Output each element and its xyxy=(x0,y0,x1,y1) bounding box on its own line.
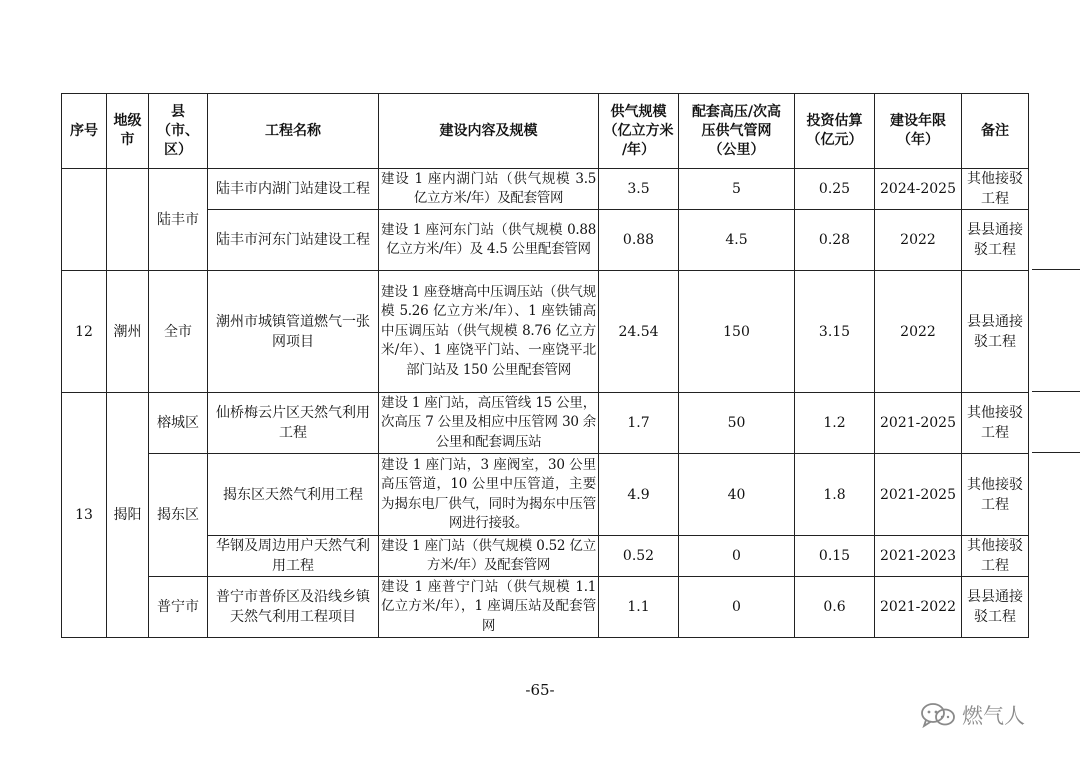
years-cell: 2021-2025 xyxy=(875,393,962,454)
city-cell xyxy=(107,169,149,271)
header-row xyxy=(62,94,1029,169)
header-seq: 序号 xyxy=(62,94,107,169)
seq-cell xyxy=(62,169,107,271)
project-name-cell: 华钢及周边用户天然气利用工程 xyxy=(208,536,379,577)
invest-cell: 0.15 xyxy=(795,536,875,577)
supply-cell: 3.5 xyxy=(599,169,679,210)
table-edge-extension xyxy=(1032,452,1080,453)
supply-cell: 0.88 xyxy=(599,210,679,271)
note-cell: 县县通接驳工程 xyxy=(962,210,1029,271)
watermark-text: 燃气人 xyxy=(962,704,1025,728)
invest-cell: 1.8 xyxy=(795,454,875,536)
note-cell: 其他接驳工程 xyxy=(962,169,1029,210)
header-content: 建设内容及规模 xyxy=(379,94,599,169)
table-row xyxy=(62,454,1029,536)
header-invest: 投资估算 （亿元） xyxy=(795,94,875,169)
table-row xyxy=(62,577,1029,638)
header-pipe: 配套高压/次高 压供气管网 （公里） xyxy=(679,94,795,169)
supply-cell: 1.7 xyxy=(599,393,679,454)
pipe-cell: 40 xyxy=(679,454,795,536)
header-supply: 供气规模 （亿立方米 /年） xyxy=(599,94,679,169)
county-cell: 榕城区 xyxy=(149,393,208,454)
pipe-cell: 0 xyxy=(679,577,795,638)
years-cell: 2021-2025 xyxy=(875,454,962,536)
header-years: 建设年限 （年） xyxy=(875,94,962,169)
content-cell: 建设 1 座门站（供气规模 0.52 亿立方米/年）及配套管网 xyxy=(379,536,599,577)
pipe-cell: 4.5 xyxy=(679,210,795,271)
project-name-cell: 仙桥梅云片区天然气利用工程 xyxy=(208,393,379,454)
header-county: 县（市、 区） xyxy=(149,94,208,169)
header-note: 备注 xyxy=(962,94,1029,169)
invest-cell: 3.15 xyxy=(795,271,875,393)
supply-cell: 24.54 xyxy=(599,271,679,393)
years-cell: 2022 xyxy=(875,210,962,271)
city-cell: 潮州 xyxy=(107,271,149,393)
supply-cell: 1.1 xyxy=(599,577,679,638)
years-cell: 2021-2023 xyxy=(875,536,962,577)
years-cell: 2024-2025 xyxy=(875,169,962,210)
table-row xyxy=(62,271,1029,393)
project-name-cell: 潮州市城镇管道燃气一张网项目 xyxy=(208,271,379,393)
note-cell: 其他接驳工程 xyxy=(962,454,1029,536)
watermark xyxy=(920,700,1060,730)
table-row xyxy=(62,393,1029,454)
city-cell: 揭阳 xyxy=(107,393,149,638)
project-name-cell: 普宁市普侨区及沿线乡镇天然气利用工程项目 xyxy=(208,577,379,638)
pipe-cell: 150 xyxy=(679,271,795,393)
header-project-name: 工程名称 xyxy=(208,94,379,169)
invest-cell: 0.25 xyxy=(795,169,875,210)
note-cell: 其他接驳工程 xyxy=(962,536,1029,577)
content-cell: 建设 1 座门站，3 座阀室，30 公里高压管道，10 公里中压管道，主要为揭东电厂供气，同时为揭东中压管网进行接驳。 xyxy=(379,454,599,536)
content-cell: 建设 1 座普宁门站（供气规模 1.1 亿立方米/年），1 座调压站及配套管网 xyxy=(379,577,599,638)
wechat-bubble-icon xyxy=(920,702,956,728)
seq-cell: 13 xyxy=(62,393,107,638)
invest-cell: 1.2 xyxy=(795,393,875,454)
pipe-cell: 0 xyxy=(679,536,795,577)
supply-cell: 0.52 xyxy=(599,536,679,577)
table-row xyxy=(62,210,1029,271)
pipe-cell: 50 xyxy=(679,393,795,454)
project-name-cell: 陆丰市内湖门站建设工程 xyxy=(208,169,379,210)
county-cell: 陆丰市 xyxy=(149,169,208,271)
years-cell: 2022 xyxy=(875,271,962,393)
project-name-cell: 揭东区天然气利用工程 xyxy=(208,454,379,536)
note-cell: 县县通接驳工程 xyxy=(962,577,1029,638)
table-edge-extension xyxy=(1032,269,1080,270)
page-number: -65- xyxy=(525,681,555,699)
years-cell: 2021-2022 xyxy=(875,577,962,638)
header-city: 地级 市 xyxy=(107,94,149,169)
content-cell: 建设 1 座门站，高压管线 15 公里，次高压 7 公里及相应中压管网 30 余公里和配套调压站 xyxy=(379,393,599,454)
seq-cell: 12 xyxy=(62,271,107,393)
supply-cell: 4.9 xyxy=(599,454,679,536)
county-cell: 全市 xyxy=(149,271,208,393)
county-cell: 普宁市 xyxy=(149,577,208,638)
invest-cell: 0.28 xyxy=(795,210,875,271)
county-cell: 揭东区 xyxy=(149,454,208,577)
table-row xyxy=(62,169,1029,210)
pipe-cell: 5 xyxy=(679,169,795,210)
note-cell: 县县通接驳工程 xyxy=(962,271,1029,393)
invest-cell: 0.6 xyxy=(795,577,875,638)
note-cell: 其他接驳工程 xyxy=(962,393,1029,454)
table-edge-extension xyxy=(1032,391,1080,392)
project-name-cell: 陆丰市河东门站建设工程 xyxy=(208,210,379,271)
content-cell: 建设 1 座登塘高中压调压站（供气规模 5.26 亿立方米/年）、1 座铁铺高中压调压站（供气规模 8.76 亿立方米/年）、1 座饶平门站、一座饶平北部门站及 150 公里配套管网 xyxy=(379,271,599,393)
table-row xyxy=(62,536,1029,577)
content-cell: 建设 1 座内湖门站（供气规模 3.5 亿立方米/年）及配套管网 xyxy=(379,169,599,210)
project-table xyxy=(61,93,1029,638)
content-cell: 建设 1 座河东门站（供气规模 0.88 亿立方米/年）及 4.5 公里配套管网 xyxy=(379,210,599,271)
